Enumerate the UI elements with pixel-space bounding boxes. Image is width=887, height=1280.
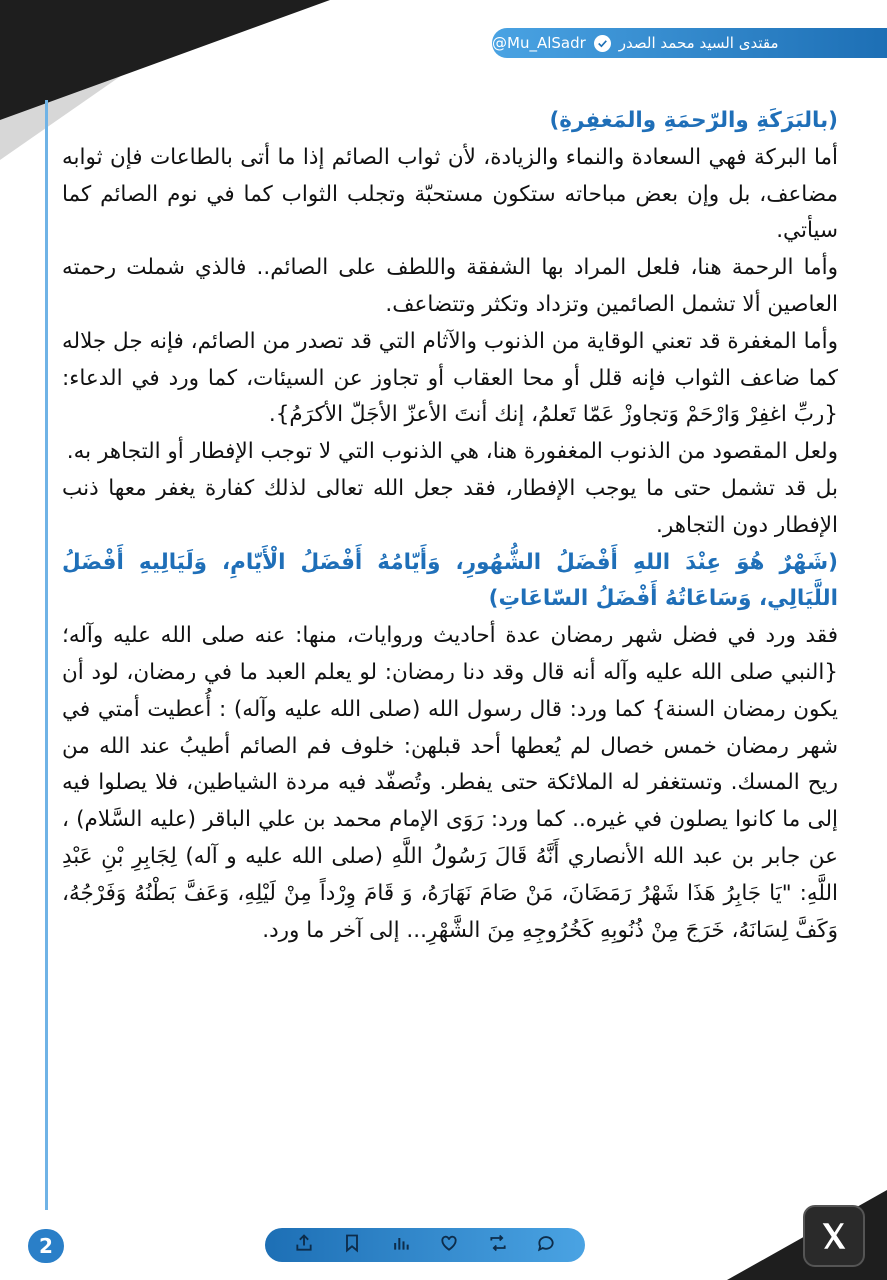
author-name: مقتدى السيد محمد الصدر [618,34,779,52]
x-logo-icon [803,1205,865,1267]
verified-icon [594,35,611,52]
decor-side-line [45,100,48,1210]
paragraph: أما البركة فهي السعادة والنماء والزيادة، لأن ثواب الصائم إذا ما أتى بالطاعات فإن ثوابه مضاعف، بل وإن بعض مباحاته ستكون مستحبّة وتجلب الثواب كما في نوم الصائم كما سيأتي. [62,144,838,244]
bookmark-icon[interactable] [342,1233,362,1257]
decor-corner-dark [0,0,330,120]
section-heading: (بالبَرَكَةِ والرّحمَةِ والمَغفِرةِ) [549,108,838,133]
paragraph: ولعل المقصود من الذنوب المغفورة هنا، هي الذنوب التي لا توجب الإفطار أو التجاهر به. [66,439,838,465]
author-banner [492,28,887,58]
paragraph: وأما الرحمة هنا، فلعل المراد بها الشفقة واللطف على الصائم.. فالذي شملت رحمته العاصين ألا تشمل الصائمين وتزداد وتكثر وتتضاعف. [62,255,838,317]
like-icon[interactable] [439,1233,459,1257]
paragraph: بل قد تشمل حتى ما يوجب الإفطار، فقد جعل الله تعالى لذلك كفارة يغفر معها ذنب الإفطار دون التجاهر. [62,475,838,538]
comment-icon[interactable] [536,1233,556,1257]
action-bar [265,1228,585,1262]
article-body [62,103,838,949]
section-heading: (شَهْرٌ هُوَ عِنْدَ اللهِ أَفْضَلُ الشُّهُورِ، وَأَيّامُهُ أَفْضَلُ الْأَيّامِ، وَلَيَالِيهِ أَفْضَلُ اللَّيَالِي، وَسَاعَاتُهُ أَفْضَلُ السّاعَاتِ) [62,549,838,612]
share-icon[interactable] [294,1233,314,1257]
page-number-badge: 2 [28,1229,64,1263]
stats-icon[interactable] [391,1233,411,1257]
author-handle: @Mu_AlSadr [492,34,586,52]
retweet-icon[interactable] [488,1233,508,1257]
paragraph: وأما المغفرة قد تعني الوقاية من الذنوب والآثام التي قد تصدر من الصائم، فإنه جل جلاله كما ضاعف الثواب فإنه قلل أو محا العقاب أو تجاوز عن السيئات، كما ورد في الدعاء: {ربِّ اغفِرْ وَارْحَمْ وَتجاوزْ عَمّا تَعلمُ، إنك أنتَ الأعزّ الأجَلّ الأكرَمُ}. [62,328,838,428]
paragraph: فقد ورد في فضل شهر رمضان عدة أحاديث وروايات، منها: عنه صلى الله عليه وآله؛ {النبي صلى الله عليه وآله أنه قال وقد دنا رمضان: لو يعلم العبد ما في رمضان، لود أن يكون رمضان السنة} كما ورد: قال رسول الله (صلى الله عليه وآله) : أُعطيت أمتي في شهر رمضان خمس خصال لم يُعطها أحد قبلهن: خلوف فم الصائم أطيبُ عند الله من ريح المسك. وتستغفر له الملائكة حتى يفطر. وتُصفّد فيه مردة الشياطين، فلا يصلوا فيه إلى ما كانوا يصلون في غيره.. كما ورد: رَوَى الإمام محمد بن علي الباقر (عليه السَّلام) ، عن جابر بن عبد الله الأنصاري أَنَّهُ قَالَ رَسُولُ اللَّهِ (صلى الله عليه و آله) لِجَابِرِ بْنِ عَبْدِ اللَّهِ: "يَا جَابِرُ هَذَا شَهْرُ رَمَضَانَ، مَنْ صَامَ نَهَارَهُ، وَ قَامَ وِرْداً مِنْ لَيْلِهِ، وَعَفَّ بَطْنُهُ وَفَرْجُهُ، وَكَفَّ لِسَانَهُ، خَرَجَ مِنْ ذُنُوبِهِ كَخُرُوجِهِ مِنَ الشَّهْرِ... إلى آخر ما ورد. [62,623,838,943]
